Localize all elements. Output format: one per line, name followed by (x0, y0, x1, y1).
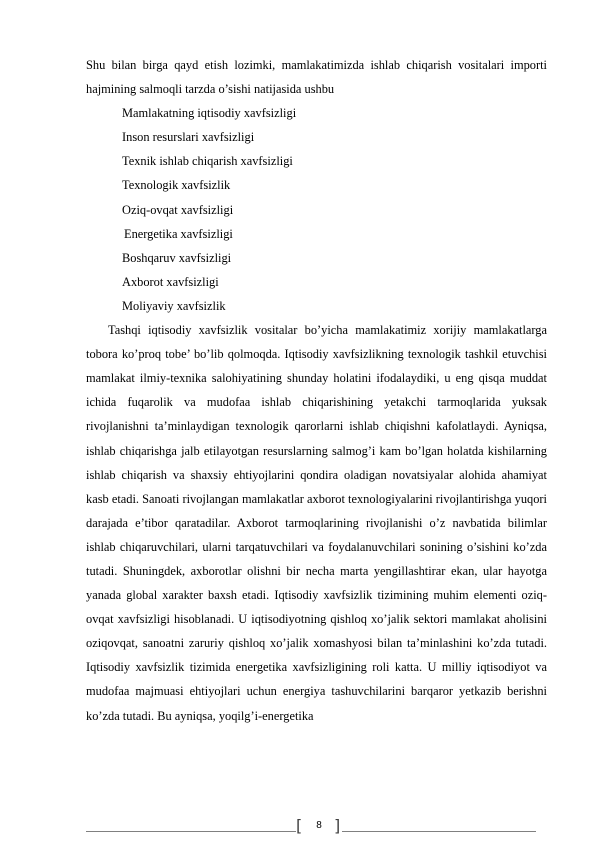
list-item: Texnik ishlab chiqarish xavfsizligi (122, 154, 293, 169)
footer-divider-left (86, 831, 296, 832)
list-item: Mamlakatning iqtisodiy xavfsizligi (122, 106, 297, 121)
left-bracket-icon: [ (296, 816, 303, 835)
list-item: Boshqaruv xavfsizligi (122, 250, 232, 265)
page-number: 8 (316, 820, 322, 831)
intro-paragraph: Shu bilan birga qayd etish lozimki, mamlakatimizda ishlab chiqarish vositalari importi hajmining salmoqli tarzda o’sishi natijasida ushbu (86, 58, 547, 97)
list-item: Inson resurslari xavfsizligi (122, 130, 255, 145)
list-item: Texnologik xavfsizlik (122, 178, 231, 193)
right-bracket-icon: ] (334, 816, 341, 835)
page-content (86, 53, 547, 728)
security-types-list (86, 101, 547, 318)
footer-divider-right (342, 831, 536, 832)
list-item: Oziq-ovqat xavfsizligi (122, 202, 234, 217)
list-item: Axborot xavfsizligi (122, 274, 219, 289)
main-paragraph: Tashqi iqtisodiy xavfsizlik vositalar bo’yicha mamlakatimiz xorijiy mamlakatlarga tobora ko’proq tobe’ bo’lib qolmoqda. Iqtisodiy xavfsizlikning texnologik tashkil etuvchisi mamlakat ilmiy-texnika salohiyatining shunday holatini ifodalaydiki, u eng qisqa muddat ichida fuqarolik va mudofaa ishlab chiqarishining yetakchi tarmoqlarida yuksak rivojlanishni ta’minlaydigan texnologik qarorlarni ishlab chiqishni kafolatlaydi. Ayniqsa, ishlab chiqarishga jalb etilayotgan resurslarning salmog’i kam bo’lgan holatda kishilarning ishlab chiqarish va shaxsiy ehtiyojlarini qondira oladigan novatsiyalar alohida ahamiyat kasb etadi. Sanoati rivojlangan mamlakatlar axborot texnologiyalarini rivojlantirishga yuqori darajada e’tibor qaratadilar. Axborot tarmoqlarining rivojlanishi o’z navbatida bilimlar ishlab chiqaruvchilari, ularni tarqatuvchilari va foydalanuvchilari sonining o’sishini ko’zda tutadi. Shuningdek, axborotlar olishni bir necha marta yengillashtirar ekan, ular hayotga yanada global xarakter baxsh etadi. Iqtisodiy xavfsizlik tizimining muhim elementi oziq-ovqat xavfsizligi hisoblanadi. U iqtisodiyotning qishloq xo’jalik sektori mamlakat aholisini oziqovqat, sanoatni zaruriy qishloq xo’jalik xomashyosi bilan ta’minlashini ko’zda tutadi. Iqtisodiy xavfsizlik tizimida energetika xavfsizligining roli katta. U milliy iqtisodiyot va mudofaa majmuasi ehtiyojlari uchun energiya tashuvchilarini barqaror yetkazib berishni ko’zda tutadi. Bu ayniqsa, yoqilg’i-energetika (86, 323, 547, 723)
list-item: Moliyaviy xavfsizlik (122, 298, 226, 313)
list-item: Energetika xavfsizligi (124, 226, 233, 241)
page-footer (86, 816, 536, 849)
